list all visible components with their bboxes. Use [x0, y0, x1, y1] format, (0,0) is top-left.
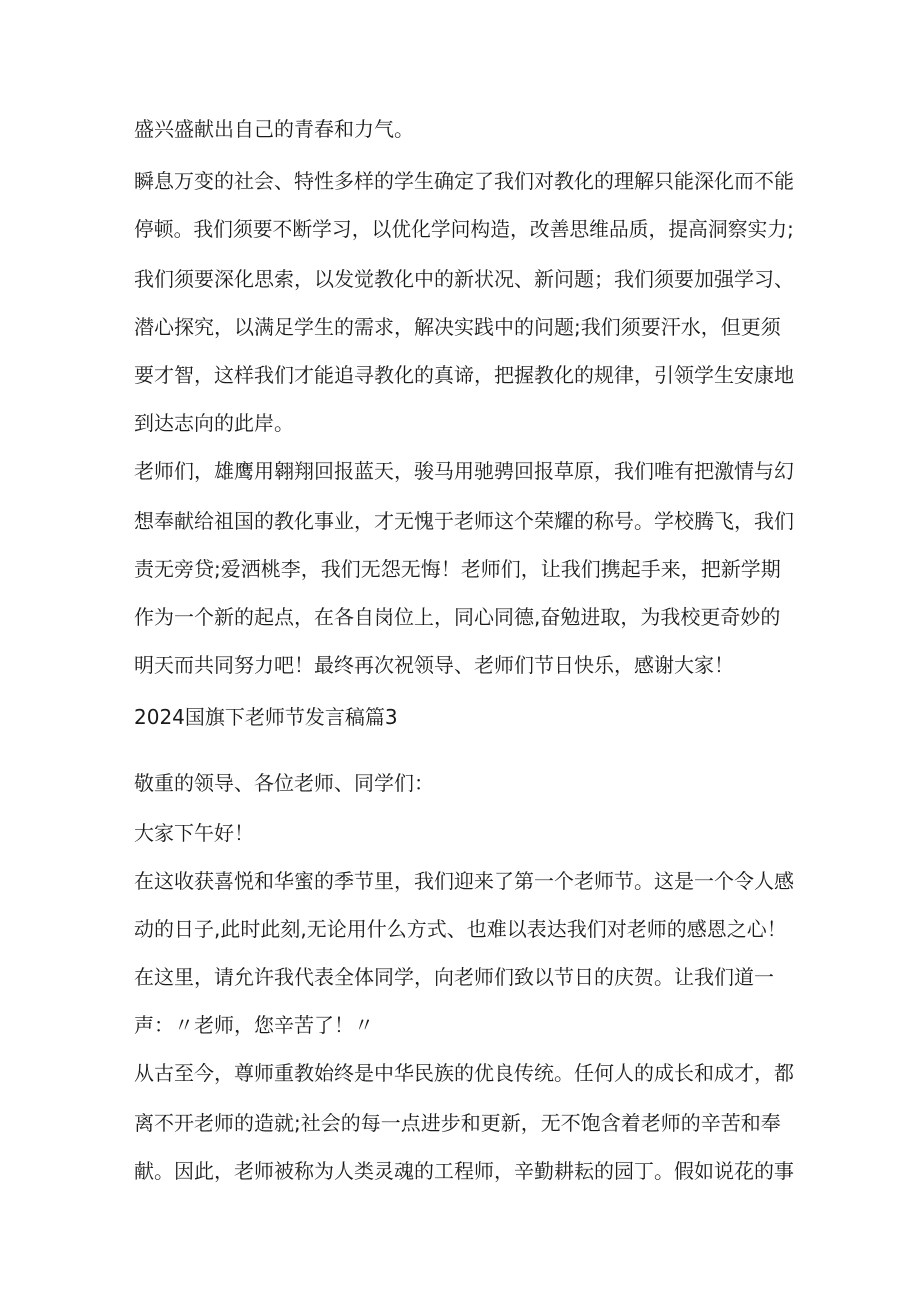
text-line: 瞬息万变的社会、特性多样的学生确定了我们对教化的理解只能深化而不能	[134, 169, 794, 193]
text-line: 在这里，请允许我代表全体同学，向老师们致以节日的庆贺。让我们道一	[134, 965, 774, 989]
text-line: 盛兴盛献出自己的青春和力气。	[134, 117, 414, 141]
greeting: 大家下午好！	[134, 821, 254, 845]
text-line: 作为一个新的起点，在各自岗位上，同心同德,奋勉进取，为我校更奇妙的	[134, 605, 781, 629]
text-line: 要才智，这样我们才能追寻教化的真谛，把握教化的规律，引领学生安康地	[134, 363, 794, 387]
text-line: 停顿。我们须要不断学习，以优化学问构造，改善思维品质，提高洞察实力;	[134, 217, 794, 241]
text-line: 我们须要深化思索，以发觉教化中的新状况、新问题；我们须要加强学习、	[134, 267, 794, 291]
text-line: 责无旁贷;爱洒桃李，我们无怨无悔！老师们，让我们携起手来，把新学期	[134, 557, 781, 581]
text-line: 动的日子,此时此刻,无论用什么方式、也难以表达我们对老师的感恩之心！	[134, 917, 787, 941]
text-line: 想奉献给祖国的教化事业，才无愧于老师这个荣耀的称号。学校腾飞，我们	[134, 509, 794, 533]
text-line: 明天而共同努力吧！最终再次祝领导、老师们节日快乐，感谢大家！	[134, 653, 734, 677]
text-line: 在这收获喜悦和华蜜的季节里，我们迎来了第一个老师节。这是一个令人感	[134, 869, 794, 893]
salutation: 敬重的领导、各位老师、同学们：	[134, 771, 434, 795]
text-line: 老师们，雄鹰用翱翔回报蓝天，骏马用驰骋回报草原，我们唯有把激情与幻	[134, 459, 794, 483]
section-heading: 2024国旗下老师节发言稿篇3	[134, 705, 398, 729]
text-line: 声：〃老师，您辛苦了！〃	[134, 1013, 374, 1037]
text-line: 离不开老师的造就;社会的每一点进步和更新，无不饱含着老师的辛苦和奉	[134, 1111, 781, 1135]
text-line: 从古至今，尊师重教始终是中华民族的优良传统。任何人的成长和成才，都	[134, 1061, 794, 1085]
text-line: 潜心探究，以满足学生的需求，解决实践中的问题;我们须要汗水，但更须	[134, 315, 781, 339]
text-line: 到达志向的此岸。	[134, 411, 294, 435]
text-line: 献。因此，老师被称为人类灵魂的工程师，辛勤耕耘的园丁。假如说花的事	[134, 1159, 794, 1183]
